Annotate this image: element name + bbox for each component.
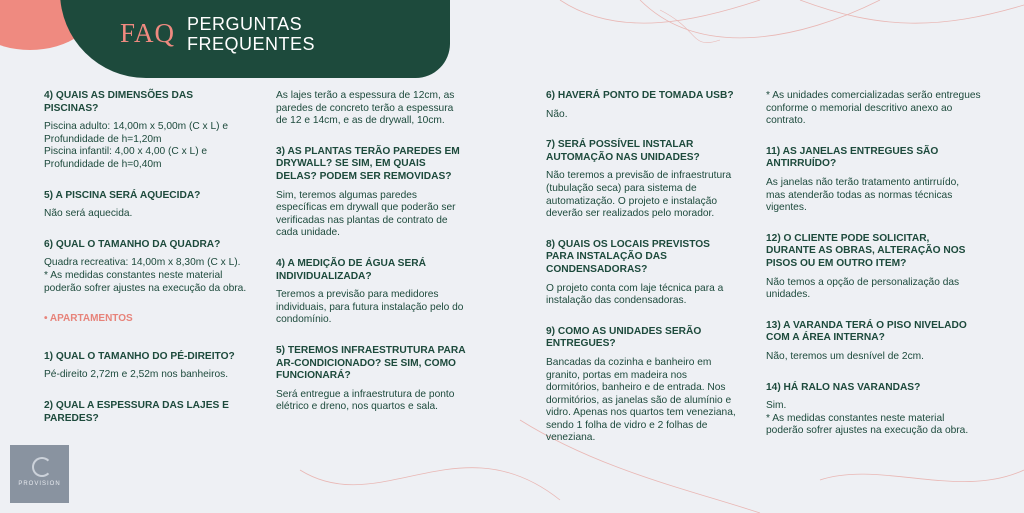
faq-item bbox=[766, 233, 981, 302]
faq-question: 6) QUAL O TAMANHO DA QUADRA? bbox=[44, 238, 221, 250]
faq-answer: As lajes terão a espessura de 12cm, as paredes de concreto terão a espessura de 12 e 14cm, e as de drywall, 10cm. bbox=[276, 90, 455, 127]
faq-question: 5) TEREMOS INFRAESTRUTURA PARA AR-CONDICIONADO? SE SIM, COMO FUNCIONARÁ? bbox=[276, 344, 466, 382]
faq-item bbox=[546, 139, 738, 221]
faq-answer: O projeto conta com laje técnica para a instalação das condensadoras. bbox=[546, 282, 724, 307]
faq-item bbox=[44, 90, 249, 172]
faq-question: 2) QUAL A ESPESSURA DAS LAJES E PAREDES? bbox=[44, 399, 229, 424]
faq-item bbox=[276, 146, 466, 240]
faq-answer: Pé-direito 2,72m e 2,52m nos banheiros. bbox=[44, 369, 229, 381]
faq-item bbox=[44, 400, 249, 425]
faq-answer: Não, teremos um desnível de 2cm. bbox=[766, 350, 924, 362]
faq-answer: Sim. bbox=[766, 400, 787, 412]
faq-answer: Quadra recreativa: 14,00m x 8,30m (C x L). bbox=[44, 257, 241, 269]
logo-icon bbox=[32, 457, 52, 477]
faq-item bbox=[546, 326, 738, 445]
faq-answer: * As medidas constantes neste material poderão sofrer ajustes na execução da obra. bbox=[44, 269, 247, 294]
faq-question: 11) AS JANELAS ENTREGUES SÃO ANTIRRUÍDO? bbox=[766, 145, 939, 170]
faq-question: 12) O CLIENTE PODE SOLICITAR, DURANTE AS OBRAS, ALTERAÇÃO NOS PISOS OU EM OUTRO ITEM? bbox=[766, 232, 966, 269]
faq-answer: * As medidas constantes neste material poderão sofrer ajustes na execução da obra. bbox=[766, 412, 969, 437]
faq-item bbox=[546, 90, 738, 121]
column-1 bbox=[44, 90, 249, 443]
faq-answer: Sim, teremos algumas paredes específicas em drywall que poderão ser verificadas nas plantas de contrato de cada unidade. bbox=[276, 189, 456, 239]
faq-item bbox=[766, 146, 981, 215]
faq-answer: Teremos a previsão para medidores individuais, para futura instalação pelo do condomínio. bbox=[276, 289, 464, 326]
faq-answer: Piscina infantil: 4,00 x 4,00 (C x L) e Profundidade de h=0,40m bbox=[44, 146, 208, 170]
provision-logo: PROVISION bbox=[10, 445, 69, 503]
faq-item bbox=[276, 258, 466, 327]
column-2 bbox=[276, 90, 466, 432]
faq-question: 4) QUAIS AS DIMENSÕES DAS PISCINAS? bbox=[44, 90, 194, 114]
faq-question: 1) QUAL O TAMANHO DO PÉ-DIREITO? bbox=[44, 350, 235, 362]
faq-answer: As janelas não terão tratamento antirruído, mas atenderão todas as normas técnicas vigentes. bbox=[766, 176, 960, 214]
faq-item bbox=[276, 345, 466, 414]
section-label: • APARTAMENTOS bbox=[44, 313, 133, 325]
faq-question: 14) HÁ RALO NAS VARANDAS? bbox=[766, 381, 921, 393]
faq-item bbox=[766, 382, 981, 438]
faq-question: 13) A VARANDA TERÁ O PISO NIVELADO COM A ÁREA INTERNA? bbox=[766, 319, 967, 344]
faq-answer: Não será aquecida. bbox=[44, 208, 133, 220]
column-3 bbox=[546, 90, 738, 463]
faq-item bbox=[766, 320, 981, 364]
page-title: PERGUNTAS FREQUENTES bbox=[187, 14, 316, 54]
faq-answer: Será entregue a infraestrutura de ponto elétrico e dreno, nos quartos e sala. bbox=[276, 388, 455, 413]
faq-question: 6) HAVERÁ PONTO DE TOMADA USB? bbox=[546, 90, 734, 101]
faq-item bbox=[44, 190, 249, 221]
faq-item bbox=[766, 90, 981, 128]
faq-answer: Não. bbox=[546, 108, 568, 120]
faq-item bbox=[276, 90, 466, 128]
faq-question: 9) COMO AS UNIDADES SERÃO ENTREGUES? bbox=[546, 325, 702, 350]
column-4 bbox=[766, 90, 981, 456]
faq-question: 3) AS PLANTAS TERÃO PAREDES EM DRYWALL? SE SIM, EM QUAIS DELAS? PODEM SER REMOVIDAS? bbox=[276, 145, 460, 182]
faq-answer: Piscina adulto: 14,00m x 5,00m (C x L) e Profundidade de h=1,20m bbox=[44, 121, 229, 145]
faq-item bbox=[44, 239, 249, 295]
faq-question: 8) QUAIS OS LOCAIS PREVISTOS PARA INSTALAÇÃO DAS CONDENSADORAS? bbox=[546, 238, 710, 275]
faq-item bbox=[44, 351, 249, 382]
faq-question: 4) A MEDIÇÃO DE ÁGUA SERÁ INDIVIDUALIZADA? bbox=[276, 257, 426, 282]
faq-answer: Bancadas da cozinha e banheiro em granito, portas em madeira nos dormitórios, banheiro e de entrada. Nos dormitórios, as janelas são de alumínio e vidro. Apenas nos quartos tem veneziana, sendo 1 folha de vidro e 2 folhas de veneziana. bbox=[546, 356, 736, 444]
faq-answer: Não teremos a previsão de infraestrutura (tubulação seca) para sistema de automatização. O projeto e instalação deverão ser realizados pelo morador. bbox=[546, 170, 732, 220]
faq-item bbox=[546, 239, 738, 308]
faq-question: 7) SERÁ POSSÍVEL INSTALAR AUTOMAÇÃO NAS UNIDADES? bbox=[546, 139, 700, 163]
faq-label: FAQ bbox=[120, 18, 176, 48]
faq-answer: Não temos a opção de personalização das unidades. bbox=[766, 276, 960, 301]
faq-question: 5) A PISCINA SERÁ AQUECIDA? bbox=[44, 189, 201, 201]
faq-answer: * As unidades comercializadas serão entregues conforme o memorial descritivo anexo ao contrato. bbox=[766, 90, 981, 127]
